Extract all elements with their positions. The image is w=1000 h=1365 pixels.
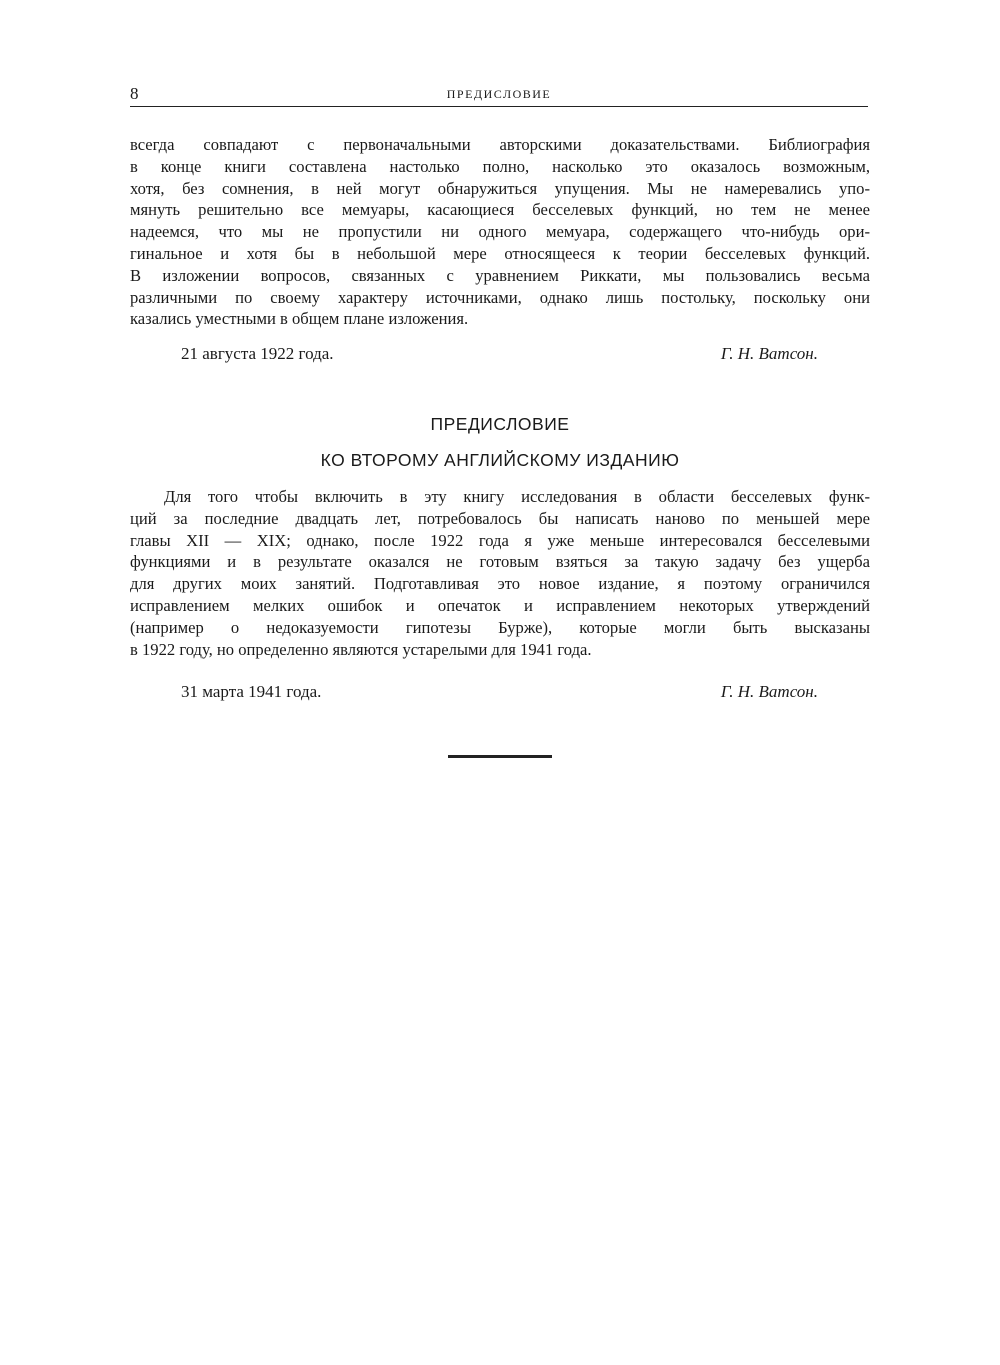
text-line: в конце книги составлена настолько полно, насколько это оказалось возможным, xyxy=(130,156,870,176)
section-title: ПРЕДИСЛОВИЕ xyxy=(430,414,570,434)
section-end-rule xyxy=(448,755,552,758)
page-number: 8 xyxy=(130,84,139,103)
second-preface-paragraph xyxy=(130,486,870,660)
text-line: для других моих занятий. Подготавливая это новое издание, я поэтому ограничился xyxy=(130,574,870,594)
text-line: В изложении вопросов, связанных с уравнением Риккати, мы пользовались весьма xyxy=(130,265,870,285)
text-line: казались уместными в общем плане изложения. xyxy=(130,309,469,329)
signoff-author: Г. Н. Ватсон. xyxy=(720,682,818,701)
signoff-date: 21 августа 1922 года. xyxy=(181,344,334,363)
first-preface-signoff xyxy=(130,344,870,368)
text-line: (например о недоказуемости гипотезы Бурже), которые могли быть высказаны xyxy=(130,617,870,637)
text-line: Для того чтобы включить в эту книгу исследования в области бесселевых функ- xyxy=(164,487,870,506)
text-line: различными по своему характеру источниками, однако лишь постольку, поскольку они xyxy=(130,287,870,307)
running-title: ПРЕДИСЛОВИЕ xyxy=(446,87,552,101)
text-line: гинальное и хотя бы в небольшой мере относящееся к теории бесселевых функций. xyxy=(130,243,870,263)
text-line: надеемся, что мы не пропустили ни одного мемуара, содержащего что-нибудь ори- xyxy=(130,222,870,242)
section-subtitle: КО ВТОРОМУ АНГЛИЙСКОМУ ИЗДАНИЮ xyxy=(320,450,680,470)
text-line: исправлением мелких ошибок и опечаток и исправлением некоторых утверждений xyxy=(130,595,870,615)
signoff-date: 31 марта 1941 года. xyxy=(181,682,322,701)
text-line: функциями и в результате оказался не готовым взяться за такую задачу без ущерба xyxy=(130,552,870,572)
text-line: всегда совпадают с первоначальными авторскими доказательствами. Библиография xyxy=(130,135,870,154)
text-line: мянуть решительно все мемуары, касающиеся бесселевых функций, но тем не менее xyxy=(130,200,870,220)
text-line: в 1922 году, но определенно являются устарелыми для 1941 года. xyxy=(130,639,592,659)
second-preface-signoff xyxy=(130,682,870,706)
text-line: главы XII — XIX; однако, после 1922 года я уже меньше интересовался бесселевыми xyxy=(130,530,870,550)
running-head xyxy=(130,84,868,107)
first-preface-paragraph xyxy=(130,134,870,330)
signoff-author: Г. Н. Ватсон. xyxy=(720,344,818,363)
text-line: хотя, без сомнения, в ней могут обнаружиться упущения. Мы не намеревались упо- xyxy=(130,178,870,198)
text-line: ций за последние двадцать лет, потребовалось бы написать наново по меньшей мере xyxy=(130,508,870,528)
